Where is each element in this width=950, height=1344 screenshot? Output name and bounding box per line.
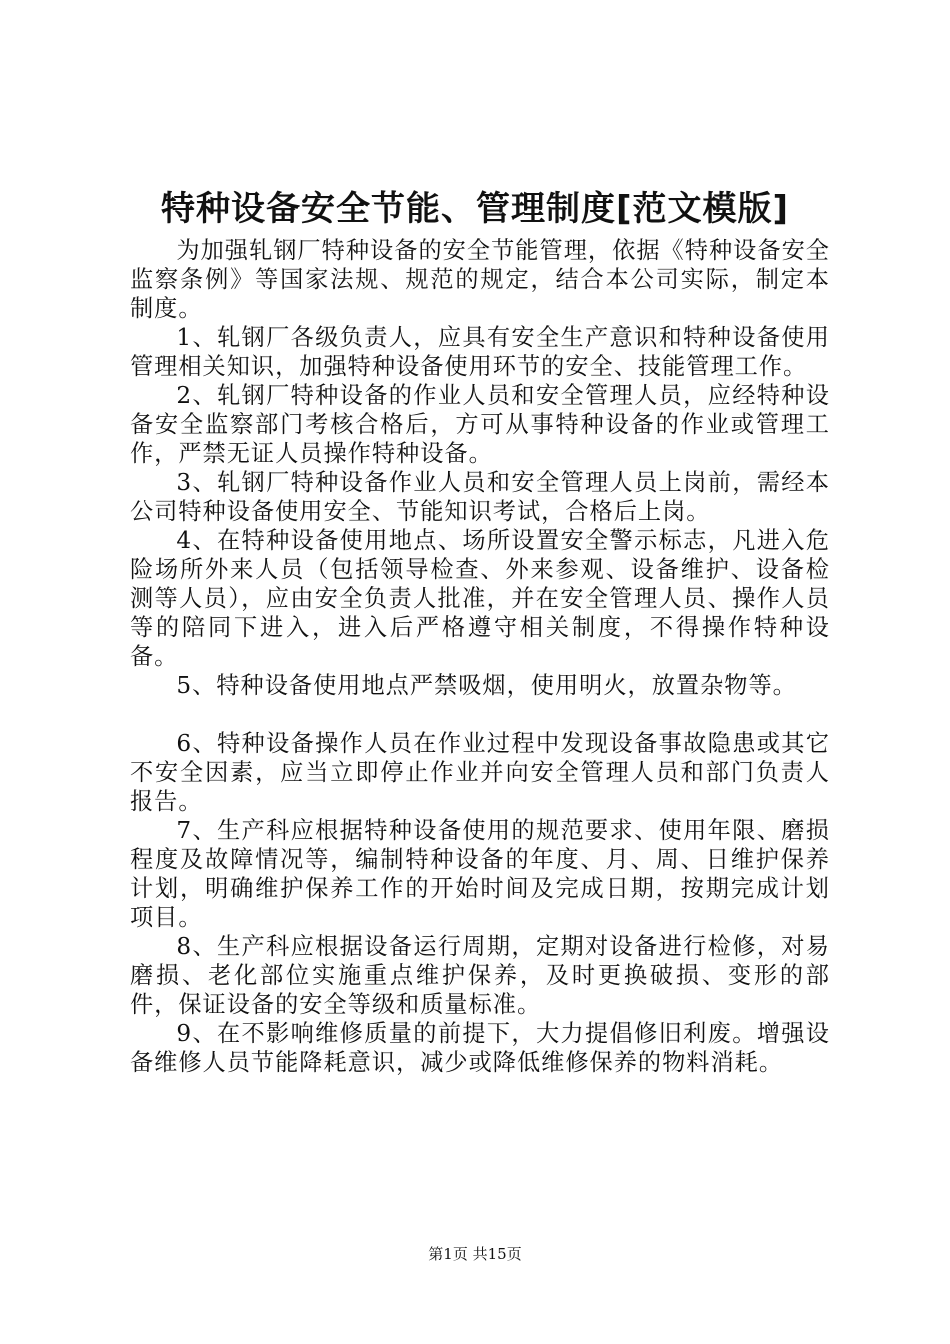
clause-7-paragraph: 7、生产科应根据特种设备使用的规范要求、使用年限、磨损程度及故障情况等，编制特种设备的年度、月、周、日维护保养计划，明确维护保养工作的开始时间及完成日期，按期完成计划项目。 <box>130 817 830 931</box>
clause-1-paragraph: 1、轧钢厂各级负责人，应具有安全生产意识和特种设备使用管理相关知识，加强特种设备使用环节的安全、技能管理工作。 <box>130 324 830 380</box>
clause-3-paragraph: 3、轧钢厂特种设备作业人员和安全管理人员上岗前，需经本公司特种设备使用安全、节能知识考试，合格后上岗。 <box>130 469 830 525</box>
clause-6-paragraph: 6、特种设备操作人员在作业过程中发现设备事故隐患或其它不安全因素，应当立即停止作业并向安全管理人员和部门负责人报告。 <box>130 730 830 815</box>
clause-2-paragraph: 2、轧钢厂特种设备的作业人员和安全管理人员，应经特种设备安全监察部门考核合格后，方可从事特种设备的作业或管理工作，严禁无证人员操作特种设备。 <box>130 382 830 467</box>
document-body <box>130 236 830 1077</box>
page-number-footer: 第1页 共15页 <box>428 1245 522 1263</box>
clause-8-paragraph: 8、生产科应根据设备运行周期，定期对设备进行检修，对易磨损、老化部位实施重点维护保养，及时更换破损、变形的部件，保证设备的安全等级和质量标准。 <box>130 933 830 1018</box>
document-title: 特种设备安全节能、管理制度[范文模版] <box>160 189 790 229</box>
clause-4-paragraph: 4、在特种设备使用地点、场所设置安全警示标志，凡进入危险场所外来人员（包括领导检查、外来参观、设备维护、设备检测等人员），应由安全负责人批准，并在安全管理人员、操作人员等的陪同下进入，进入后严格遵守相关制度，不得操作特种设备。 <box>130 527 830 670</box>
intro-paragraph: 为加强轧钢厂特种设备的安全节能管理，依据《特种设备安全监察条例》等国家法规、规范的规定，结合本公司实际，制定本制度。 <box>130 237 830 322</box>
clause-5-paragraph: 5、特种设备使用地点严禁吸烟，使用明火，放置杂物等。 <box>176 672 797 699</box>
clause-9-paragraph: 9、在不影响维修质量的前提下，大力提倡修旧利废。增强设备维修人员节能降耗意识，减少或降低维修保养的物料消耗。 <box>130 1020 830 1076</box>
